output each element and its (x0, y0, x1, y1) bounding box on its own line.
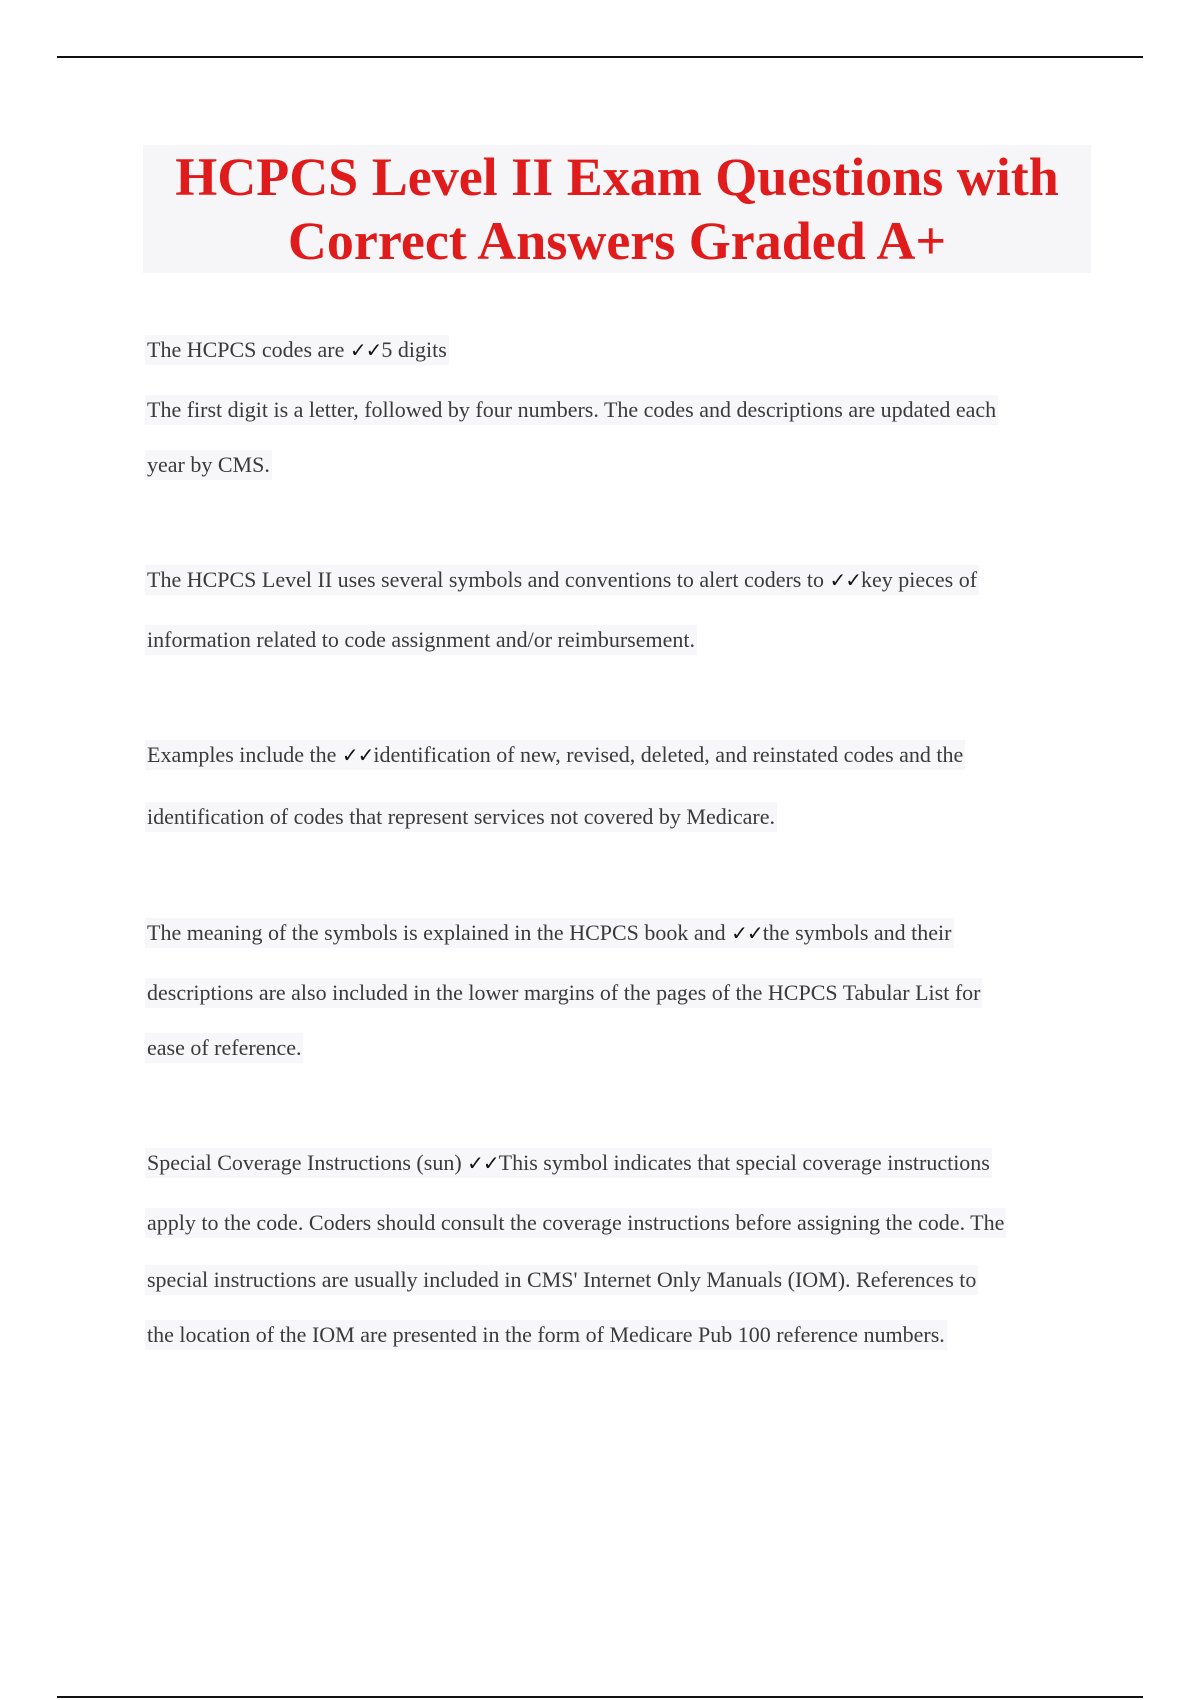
question-text: The HCPCS codes are (147, 337, 350, 362)
answer-line: descriptions are also included in the lower margins of the pages of the HCPCS Tabular List for (145, 978, 982, 1008)
answer-text: This symbol indicates that special coverage instructions (498, 1150, 990, 1175)
answer-line: information related to code assignment and/or reimbursement. (145, 625, 697, 655)
title-line-1: HCPCS Level II Exam Questions with (175, 147, 1059, 207)
check-mark-icon: ✓✓ (349, 338, 382, 362)
question-line (145, 740, 965, 770)
answer-text: 5 digits (381, 337, 447, 362)
question-line (145, 565, 979, 595)
check-mark-icon: ✓✓ (467, 1151, 499, 1175)
answer-line: ease of reference. (145, 1033, 303, 1063)
title-line-2: Correct Answers Graded A+ (287, 211, 947, 271)
answer-text: identification of new, revised, deleted, and reinstated codes and the (373, 742, 964, 767)
answer-text: key pieces of (861, 567, 978, 592)
question-text: The HCPCS Level II uses several symbols and conventions to alert coders to (147, 567, 830, 592)
question-text: The meaning of the symbols is explained in the HCPCS book and (147, 920, 732, 945)
document-title (143, 145, 1091, 273)
check-mark-icon: ✓✓ (731, 921, 763, 945)
question-text: Special Coverage Instructions (sun) (147, 1150, 468, 1175)
answer-line: identification of codes that represent services not covered by Medicare. (145, 802, 777, 832)
question-line (145, 1148, 992, 1178)
top-rule (57, 56, 1143, 58)
question-line (145, 918, 954, 948)
answer-line: year by CMS. (145, 450, 272, 480)
answer-line: The first digit is a letter, followed by four numbers. The codes and descriptions are updated each (145, 395, 998, 425)
answer-line: the location of the IOM are presented in the form of Medicare Pub 100 reference numbers. (145, 1320, 947, 1350)
question-line (145, 335, 449, 365)
answer-line: apply to the code. Coders should consult the coverage instructions before assigning the code. The (145, 1208, 1006, 1238)
bottom-rule (57, 1696, 1143, 1698)
answer-line: special instructions are usually included in CMS' Internet Only Manuals (IOM). References to (145, 1265, 978, 1295)
question-text: Examples include the (147, 742, 342, 767)
check-mark-icon: ✓✓ (829, 568, 861, 592)
check-mark-icon: ✓✓ (341, 743, 374, 767)
answer-text: the symbols and their (762, 920, 952, 945)
